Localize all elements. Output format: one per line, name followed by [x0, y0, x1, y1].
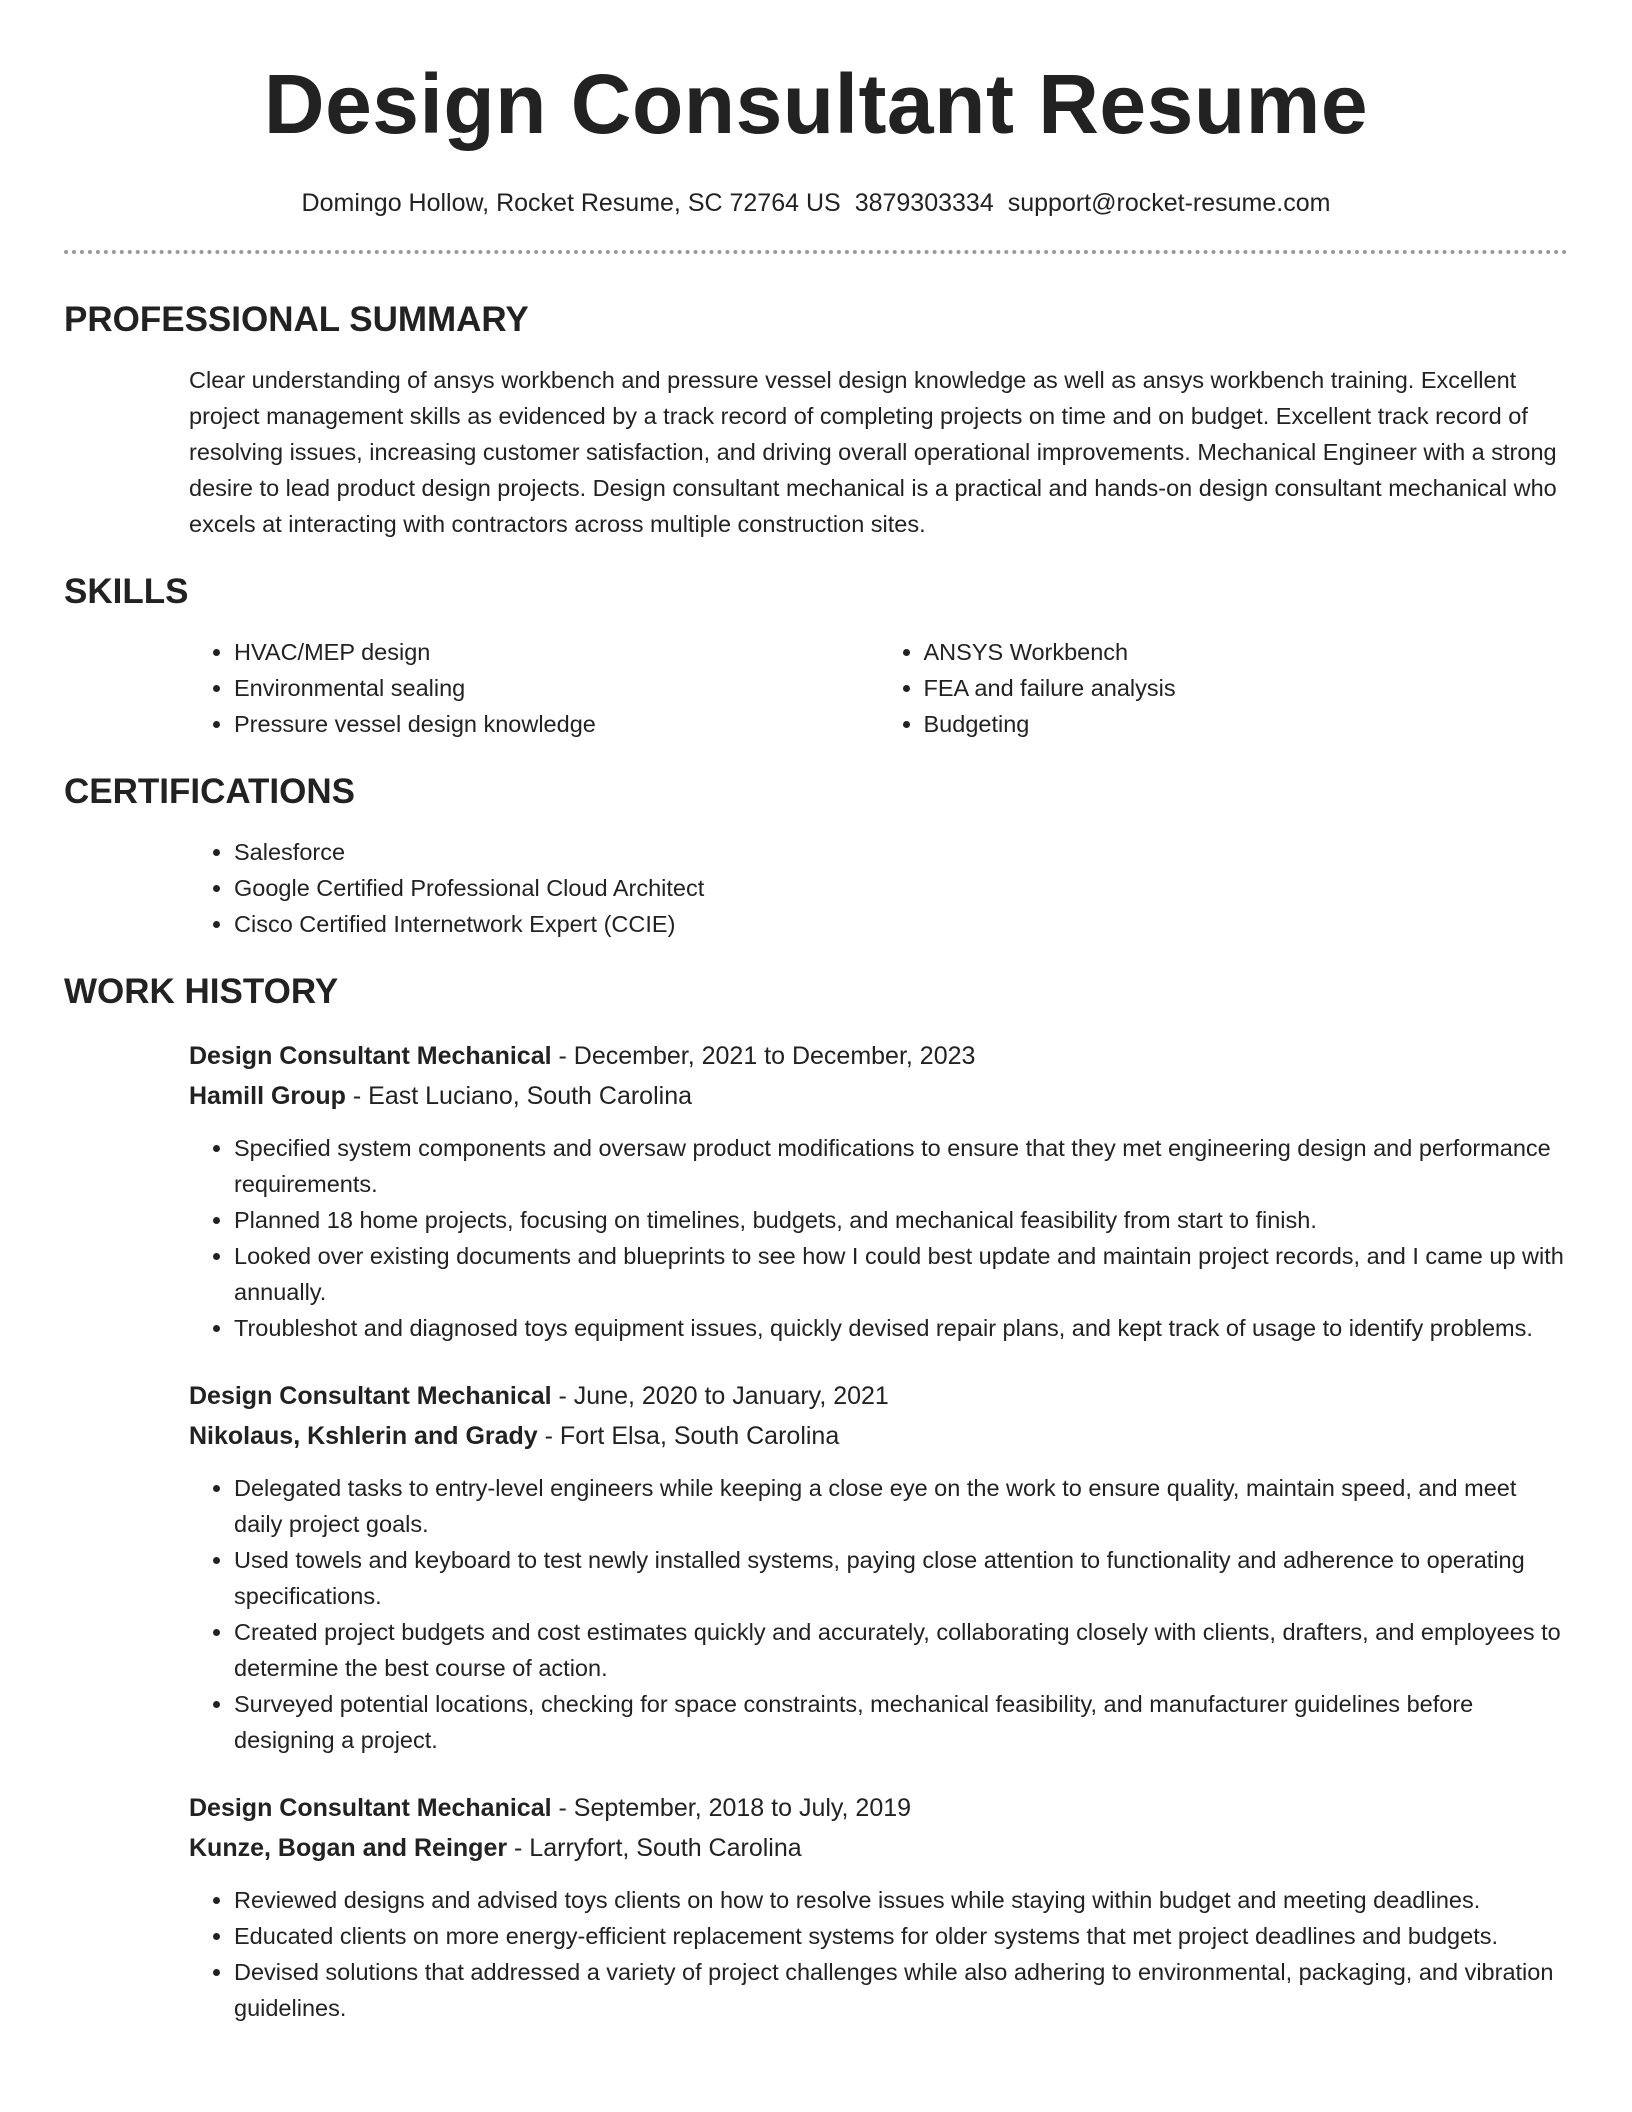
skills-column-right — [879, 634, 1569, 742]
skill-item: • Pressure vessel design knowledge — [234, 706, 879, 742]
job-company: Nikolaus, Kshlerin and Grady — [189, 1422, 538, 1450]
summary-text: Clear understanding of ansys workbench and pressure vessel design knowledge as well as ansys workbench training. Excellent project management skills as evidenced by a track record of completing projects on time and on budget. Excellent track record of resolving issues, increasing customer satisfaction, and driving overall operational improvements. Mechanical Engineer with a strong desire to lead product design projects. Design consultant mechanical is a practical and hands-on design consultant mechanical who excels at interacting with contractors across multiple construction sites. — [189, 367, 1557, 537]
job-bullet: • Used towels and keyboard to test newly installed systems, paying close attention to functionality and adherence to operating specifications. — [234, 1542, 1568, 1614]
job-company: Hamill Group — [189, 1082, 346, 1110]
job-company-line — [189, 1828, 1568, 1868]
job-company-line — [189, 1076, 1568, 1116]
job-company-line — [189, 1416, 1568, 1456]
skills-list — [189, 634, 1568, 742]
work-history-heading: WORK HISTORY — [64, 972, 339, 1011]
job-bullet: • Delegated tasks to entry-level engineers while keeping a close eye on the work to ensure quality, maintain speed, and meet daily project goals. — [234, 1470, 1568, 1542]
job-role: Design Consultant Mechanical — [189, 1382, 552, 1410]
job-dates: - September, 2018 to July, 2019 — [551, 1794, 912, 1822]
job-bullet: • Reviewed designs and advised toys clients on how to resolve issues while staying within budget and meeting deadlines. — [234, 1882, 1568, 1918]
certification-item: • Google Certified Professional Cloud Architect — [234, 870, 1568, 906]
skills-column-left — [189, 634, 879, 742]
skill-item: • Budgeting — [924, 706, 1569, 742]
skill-item: • HVAC/MEP design — [234, 634, 879, 670]
job-bullets — [189, 1882, 1568, 2026]
skill-item: • ANSYS Workbench — [924, 634, 1569, 670]
job-entry — [189, 1036, 1568, 1346]
job-role: Design Consultant Mechanical — [189, 1042, 552, 1070]
job-title-line — [189, 1036, 1568, 1076]
skill-item: • FEA and failure analysis — [924, 670, 1569, 706]
certifications-list — [189, 834, 1568, 942]
job-role: Design Consultant Mechanical — [189, 1794, 552, 1822]
job-bullet: • Educated clients on more energy-efficient replacement systems for older systems that met project deadlines and budgets. — [234, 1918, 1568, 1954]
header-divider — [64, 250, 1568, 254]
job-bullet: • Specified system components and oversaw product modifications to ensure that they met engineering design and performance requirements. — [234, 1130, 1568, 1202]
certification-item: • Salesforce — [234, 834, 1568, 870]
summary-heading: PROFESSIONAL SUMMARY — [64, 300, 529, 339]
skills-heading: SKILLS — [64, 572, 189, 611]
job-bullet: • Surveyed potential locations, checking for space constraints, mechanical feasibility, and manufacturer guidelines before designing a project. — [234, 1686, 1568, 1758]
job-bullet: • Devised solutions that addressed a variety of project challenges while also adhering to environmental, packaging, and vibration guidelines. — [234, 1954, 1568, 2026]
job-title-line — [189, 1788, 1568, 1828]
job-location: - East Luciano, South Carolina — [345, 1082, 693, 1110]
job-dates: - December, 2021 to December, 2023 — [551, 1042, 976, 1070]
contact-address: Domingo Hollow, Rocket Resume, SC 72764 US — [301, 189, 841, 217]
job-title-line — [189, 1376, 1568, 1416]
job-entry — [189, 1376, 1568, 1758]
job-location: - Larryfort, South Carolina — [507, 1834, 802, 1862]
job-company: Kunze, Bogan and Reinger — [189, 1834, 508, 1862]
contact-phone: 3879303334 — [854, 189, 994, 217]
certifications-heading: CERTIFICATIONS — [64, 772, 356, 811]
resume-title: Design Consultant Resume — [263, 57, 1369, 151]
job-location: - Fort Elsa, South Carolina — [537, 1422, 840, 1450]
contact-email: support@rocket-resume.com — [1007, 189, 1331, 217]
job-bullet: • Created project budgets and cost estimates quickly and accurately, collaborating closely with clients, drafters, and employees to determine the best course of action. — [234, 1614, 1568, 1686]
job-bullet: • Troubleshot and diagnosed toys equipment issues, quickly devised repair plans, and kept track of usage to identify problems. — [234, 1310, 1568, 1346]
job-bullet: • Planned 18 home projects, focusing on timelines, budgets, and mechanical feasibility from start to finish. — [234, 1202, 1568, 1238]
job-bullet: • Looked over existing documents and blueprints to see how I could best update and maintain project records, and I came up with annually. — [234, 1238, 1568, 1310]
certification-item: • Cisco Certified Internetwork Expert (CCIE) — [234, 906, 1568, 942]
job-bullets — [189, 1130, 1568, 1346]
job-dates: - June, 2020 to January, 2021 — [551, 1382, 889, 1410]
job-entry — [189, 1788, 1568, 2026]
skill-item: • Environmental sealing — [234, 670, 879, 706]
contact-line — [64, 188, 1568, 218]
job-bullets — [189, 1470, 1568, 1758]
